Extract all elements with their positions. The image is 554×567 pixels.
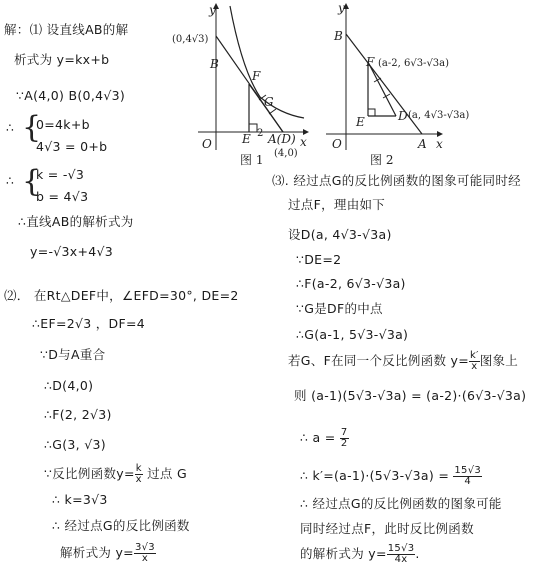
ef-df-values: ∴EF=2√3 ，DF=4: [32, 316, 146, 331]
equation-2: 4√3 = 0+b: [36, 139, 108, 154]
a-fraction: [340, 428, 349, 449]
k-over-x-fraction: [135, 464, 143, 485]
k-prime-result-fraction: [453, 466, 482, 487]
part2-answer: [60, 543, 156, 564]
answer-text: 解析式为 y=: [60, 545, 134, 560]
passes-through-g: 过点 G: [147, 466, 187, 481]
point-g: ∴G(3, √3): [44, 437, 106, 452]
fraction-denominator: x: [141, 553, 149, 564]
fig1-label-two: 2: [257, 128, 264, 139]
fraction-numerator: 15√3: [454, 465, 482, 476]
fraction-numerator: 7: [340, 427, 348, 438]
point-f-general: ∴F(a-2, 6√3-√3a): [296, 276, 406, 291]
fig1-tick-2: [269, 109, 276, 114]
k-prime-text: ∴ k′=(a-1)·(5√3-√3a) =: [300, 468, 450, 483]
part3-conclusion-1: ∴ 经过点G的反比例函数的图象可能: [300, 496, 502, 511]
figure-2: [318, 0, 554, 168]
figure-1: [170, 0, 320, 168]
fraction-denominator: x: [135, 474, 142, 485]
fraction-denominator: 2: [340, 438, 348, 449]
part2-heading: ⑵． 在Rt△DEF中，∠EFD=30°, DE=2: [4, 288, 239, 303]
system-brace-1: {: [22, 110, 42, 145]
part3-line2: 过点F，理由如下: [288, 197, 386, 212]
condition-text: 若G、F在同一个反比例函数 y=: [288, 353, 470, 368]
line-ab-statement: ∴直线AB的解析式为: [18, 214, 134, 229]
points-a-b: ∵A(4,0) B(0,4√3): [16, 88, 126, 103]
fig1-label-f: F: [252, 69, 261, 83]
fig1-caption: 图 1: [240, 153, 264, 167]
inverse-function-text: ∵反比例函数y=: [44, 466, 135, 481]
k-value: ∴ k=3√3: [52, 492, 108, 507]
fig1-label-y: y: [209, 3, 216, 17]
same-function-condition: [288, 351, 518, 372]
therefore-1: ∴: [6, 120, 15, 135]
fraction-numerator: k: [135, 463, 142, 474]
fig2-right-angle: [368, 109, 375, 116]
fraction-denominator: x: [471, 361, 478, 372]
fraction-numerator: 3√3: [134, 542, 155, 553]
answer-period: .: [415, 546, 420, 561]
equation-1: 0=4k+b: [36, 117, 90, 132]
fraction-denominator: 4: [464, 476, 472, 487]
fig1-label-ad-coord: (4,0): [274, 148, 298, 159]
fraction-numerator: k′: [470, 350, 479, 361]
condition-end: 图象上: [479, 353, 519, 368]
fig1-label-ad: A(D): [268, 132, 296, 146]
fig1-right-angle: [249, 124, 257, 132]
point-f: ∴F(2, 2√3): [44, 407, 112, 422]
fig2-label-x: x: [436, 137, 443, 151]
system-brace-2: {: [22, 164, 42, 199]
fig2-caption: 图 2: [370, 153, 394, 167]
d-coincides-a: ∵D与A重合: [40, 347, 106, 362]
fig2-label-o: O: [332, 137, 342, 151]
answer-fraction: [134, 543, 156, 564]
inverse-function-line: [44, 464, 187, 485]
fraction-numerator: 15√3: [387, 543, 415, 554]
a-value-text: ∴ a =: [300, 430, 336, 445]
solution-b: b = 4√3: [36, 189, 89, 204]
fig2-label-f: F: [366, 55, 375, 69]
fig2-segment-fd: [368, 62, 396, 116]
k-prime-value: [300, 466, 482, 487]
fig2-label-d-coord: (a, 4√3-√3a): [408, 110, 470, 121]
part2-conclusion: ∴ 经过点G的反比例函数: [52, 518, 190, 533]
fig1-label-g: G: [264, 95, 274, 109]
answer-text: 的解析式为 y=: [300, 546, 387, 561]
a-value: [300, 428, 349, 449]
part3-conclusion-2: 同时经过点F，此时反比例函数: [300, 521, 474, 536]
fig2-label-a: A: [418, 137, 427, 151]
assume-d: 设D(a, 4√3-√3a): [288, 227, 392, 242]
equation-g-f: 则 (a-1)(5√3-√3a) = (a-2)·(6√3-√3a): [294, 388, 527, 403]
part3-answer: [300, 544, 420, 565]
fig1-label-b-coord: (0,4√3): [172, 34, 209, 45]
k-prime-fraction: [469, 351, 480, 372]
fig1-label-x: x: [300, 135, 307, 149]
fig2-label-d: D: [398, 109, 408, 123]
fig1-label-e: E: [242, 132, 251, 146]
answer-fraction: [387, 544, 416, 565]
de-value: ∵DE=2: [296, 252, 342, 267]
fig2-label-y: y: [338, 1, 345, 15]
fig2-label-f-coord: (a-2, 6√3-√3a): [378, 58, 450, 69]
solution-k: k = -√3: [36, 167, 85, 182]
fig1-label-o: O: [202, 137, 212, 151]
part3-heading: ⑶. 经过点G的反比例函数的图象可能同时经: [272, 173, 521, 188]
point-d: ∴D(4,0): [44, 378, 94, 393]
fig2-label-b: B: [334, 29, 343, 43]
fraction-denominator: 4x: [394, 554, 408, 565]
line-ab-equation: y=-√3x+4√3: [30, 244, 114, 259]
therefore-2: ∴: [6, 173, 15, 188]
fig1-label-b: B: [210, 57, 219, 71]
g-midpoint: ∵G是DF的中点: [296, 301, 383, 316]
point-g-general: ∴G(a-1, 5√3-√3a): [296, 327, 409, 342]
fig2-label-e: E: [356, 115, 365, 129]
part1-line2: 析式为 y=kx+b: [14, 52, 110, 67]
part1-heading: 解：⑴ 设直线AB的解: [4, 22, 129, 37]
